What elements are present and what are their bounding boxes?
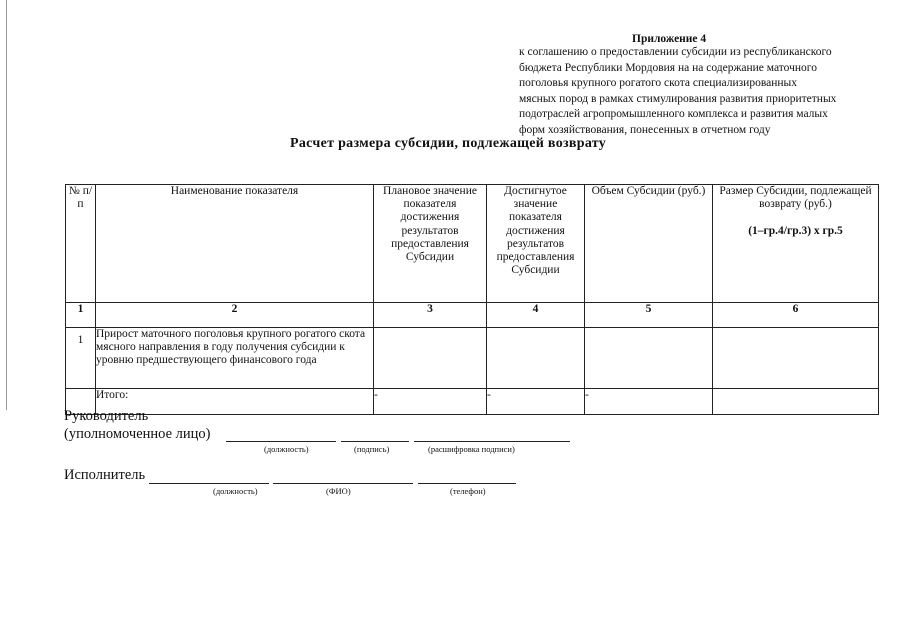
appendix-line: мясных пород в рамках стимулирования развития приоритетных	[519, 92, 837, 105]
decoding-caption: (расшифровка подписи)	[428, 444, 515, 454]
decoding-line	[414, 441, 570, 442]
col-number: 3	[374, 303, 487, 328]
appendix-line: форм хозяйствования, понесенных в отчетном году	[519, 123, 771, 136]
header-planned: Плановое значение показателя достижения результатов предоставления Субсидии	[374, 185, 487, 303]
col-number: 2	[96, 303, 374, 328]
signature-caption: (подпись)	[354, 444, 390, 454]
appendix-line: подотраслей агропромышленного комплекса и развития малых	[519, 108, 828, 121]
total-row	[66, 389, 879, 415]
header-achieved: Достигнутое значение показателя достижения результатов предоставления Субсидии	[487, 185, 585, 303]
executor-position-line	[149, 483, 269, 484]
appendix-line: к соглашению о предоставлении субсидии из республиканского	[519, 46, 832, 58]
col-number: 5	[585, 303, 713, 328]
header-refund	[713, 185, 879, 303]
signature-line	[341, 441, 409, 442]
appendix-description	[519, 45, 891, 139]
col-number: 6	[713, 303, 879, 328]
total-achieved: -	[487, 389, 585, 415]
total-volume: -	[585, 389, 713, 415]
appendix-line: бюджета Республики Мордовия на на содержание маточного	[519, 61, 817, 74]
header-num: № п/п	[66, 185, 96, 303]
total-label: Итого:	[96, 389, 374, 415]
column-number-row	[66, 303, 879, 328]
position-caption: (должность)	[264, 444, 309, 454]
appendix-line: поголовья крупного рогатого скота специализированных	[519, 77, 797, 90]
achieved-value-cell	[487, 328, 585, 389]
planned-value-cell	[374, 328, 487, 389]
total-planned: -	[374, 389, 487, 415]
total-refund	[713, 389, 879, 415]
document-title: Расчет размера субсидии, подлежащей возврату	[290, 136, 607, 151]
refund-cell	[713, 328, 879, 389]
executor-label: Исполнитель	[64, 467, 146, 483]
header-refund-label: Размер Субсидии, подлежащей возврату (руб.)	[719, 185, 872, 211]
header-row	[66, 185, 879, 303]
header-name: Наименование показателя	[96, 185, 374, 303]
page-edge-line	[6, 0, 7, 410]
head-label: Руководитель	[64, 408, 149, 424]
executor-name-line	[273, 483, 413, 484]
col-number: 4	[487, 303, 585, 328]
row-num: 1	[66, 328, 96, 389]
appendix-title: Приложение 4	[632, 33, 707, 45]
volume-cell	[585, 328, 713, 389]
authorized-person-label: (уполномоченное лицо)	[64, 426, 211, 442]
position-line	[226, 441, 336, 442]
header-volume: Объем Субсидии (руб.)	[585, 185, 713, 303]
col-number: 1	[66, 303, 96, 328]
executor-position-caption: (должность)	[213, 486, 258, 496]
executor-name-caption: (ФИО)	[326, 486, 351, 496]
table-row	[66, 328, 879, 389]
executor-phone-line	[418, 483, 516, 484]
indicator-name: Прирост маточного поголовья крупного рогатого скота мясного направления в году получения субсидии к уровню предшествующего финансового года	[96, 328, 374, 389]
subsidy-calculation-table	[65, 184, 879, 415]
executor-phone-caption: (телефон)	[450, 486, 486, 496]
header-refund-formula: (1–гр.4/гр.3) x гр.5	[748, 225, 843, 238]
